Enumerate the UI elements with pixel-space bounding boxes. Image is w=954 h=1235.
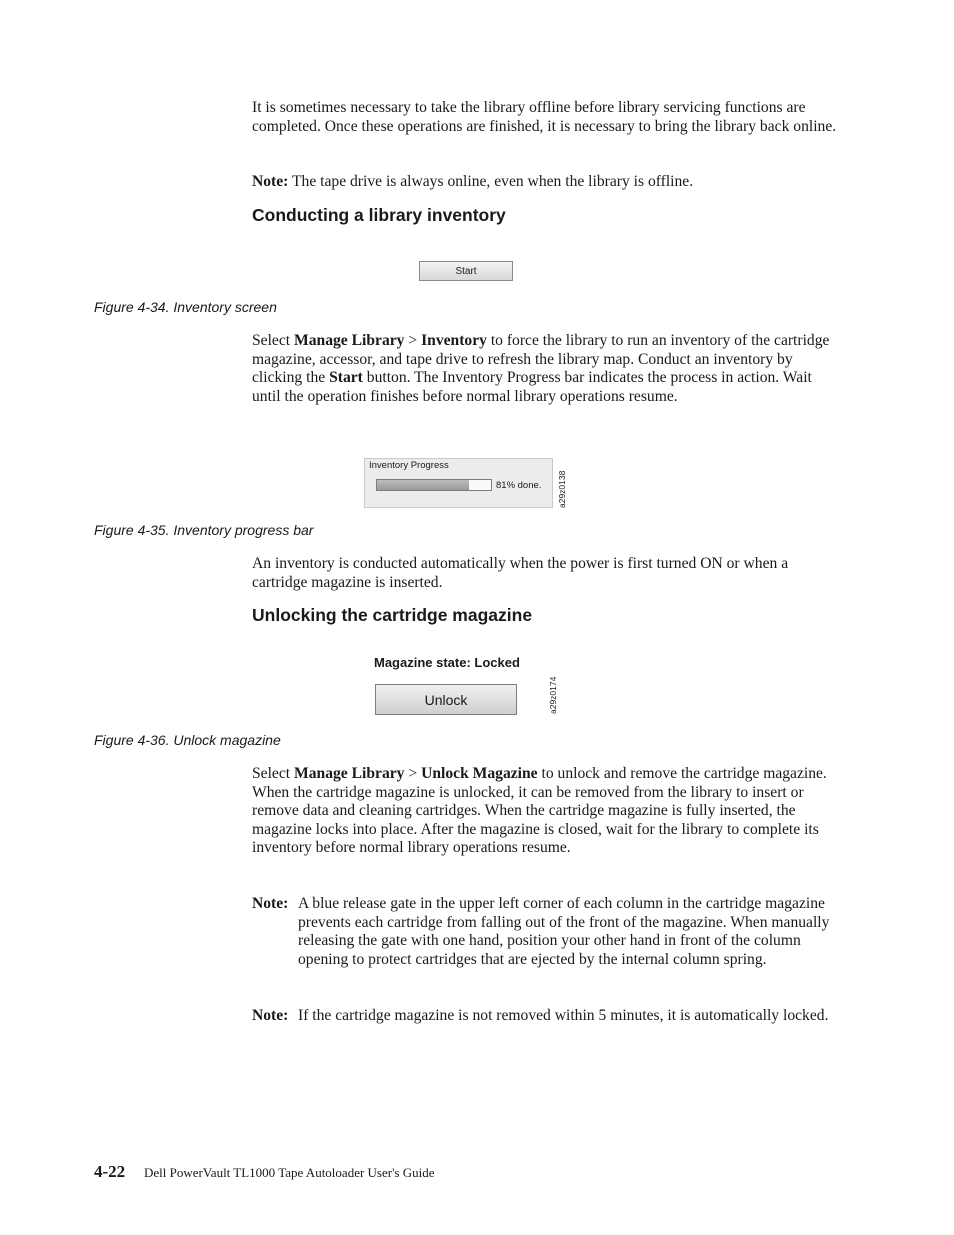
text-start: Start: [329, 369, 363, 387]
section-heading-unlock: Unlocking the cartridge magazine: [252, 605, 533, 625]
text-part3: button. The Inventory Progress bar indicates the process in action. Wait until the operation finishes before normal library operations resume.: [252, 369, 812, 405]
note-label: Note:: [252, 895, 289, 912]
figure-34-caption: Figure 4-34. Inventory screen: [94, 299, 277, 315]
note-release-gate: [252, 895, 844, 969]
note-text: If the cartridge magazine is not removed within 5 minutes, it is automatically locked.: [298, 1007, 829, 1024]
progress-fill: [377, 480, 469, 490]
text-manage-library: Manage Library: [294, 332, 405, 349]
inventory-paragraph: [252, 332, 844, 406]
figure-36-caption: Figure 4-36. Unlock magazine: [94, 732, 281, 748]
progress-bar: [376, 479, 492, 491]
note-auto-lock: [252, 1007, 844, 1026]
text-unlock-magazine: Unlock Magazine: [421, 765, 538, 782]
text-gt: >: [408, 332, 418, 349]
auto-inventory-paragraph: An inventory is conducted automatically when the power is first turned ON or when a cartridge magazine is inserted.: [252, 555, 789, 591]
note-text: A blue release gate in the upper left corner of each column in the cartridge magazine prevents each cartridge from falling out of the front of the magazine. When manually releasing the gate with one hand, position your other hand in front of the column opening to protect cartridges that are ejected by the internal column spring.: [298, 895, 830, 968]
unlock-paragraph: [252, 765, 844, 858]
figure-36-id: a29z0174: [548, 676, 558, 714]
progress-title: Inventory Progress: [369, 460, 449, 471]
figure-35-id: a29z0138: [557, 470, 567, 508]
note-label: Note:: [252, 1007, 289, 1024]
magazine-state-label: Magazine state: Locked: [374, 655, 520, 670]
section-heading-inventory: Conducting a library inventory: [252, 205, 506, 225]
inventory-progress-panel: [364, 458, 553, 508]
text-rest: to unlock and remove the cartridge magazine. When the cartridge magazine is unlocked, it can be removed from the library to insert or remove data and cleaning cartridges. When the cartridge magazine is fully inserted, the magazine locks into place. After the magazine is closed, wait for the library to complete its inventory before normal library operations resume.: [252, 765, 827, 857]
intro-paragraph: It is sometimes necessary to take the library offline before library servicing functions are completed. Once these operations are finished, it is necessary to bring the library back online.: [252, 99, 837, 135]
text-part2: to force the library to run an inventory of the cartridge magazine, accessor, and tape drive to refresh the library map. Conduct an inventory by clicking the: [252, 332, 830, 387]
unlock-button[interactable]: Unlock: [375, 684, 517, 715]
text-select: Select: [252, 332, 291, 349]
progress-text: 81% done.: [496, 480, 542, 491]
page-number: 4-22: [94, 1162, 126, 1181]
figure-35-caption: Figure 4-35. Inventory progress bar: [94, 522, 314, 538]
intro-note: [252, 173, 844, 192]
note-text: The tape drive is always online, even when the library is offline.: [292, 173, 694, 190]
text-gt: >: [408, 765, 418, 782]
text-select: Select: [252, 765, 291, 782]
note-label: Note:: [252, 173, 289, 190]
book-title: Dell PowerVault TL1000 Tape Autoloader User's Guide: [144, 1165, 435, 1180]
text-manage-library: Manage Library: [294, 765, 405, 782]
start-button[interactable]: Start: [419, 261, 513, 281]
text-inventory: Inventory: [421, 332, 487, 349]
